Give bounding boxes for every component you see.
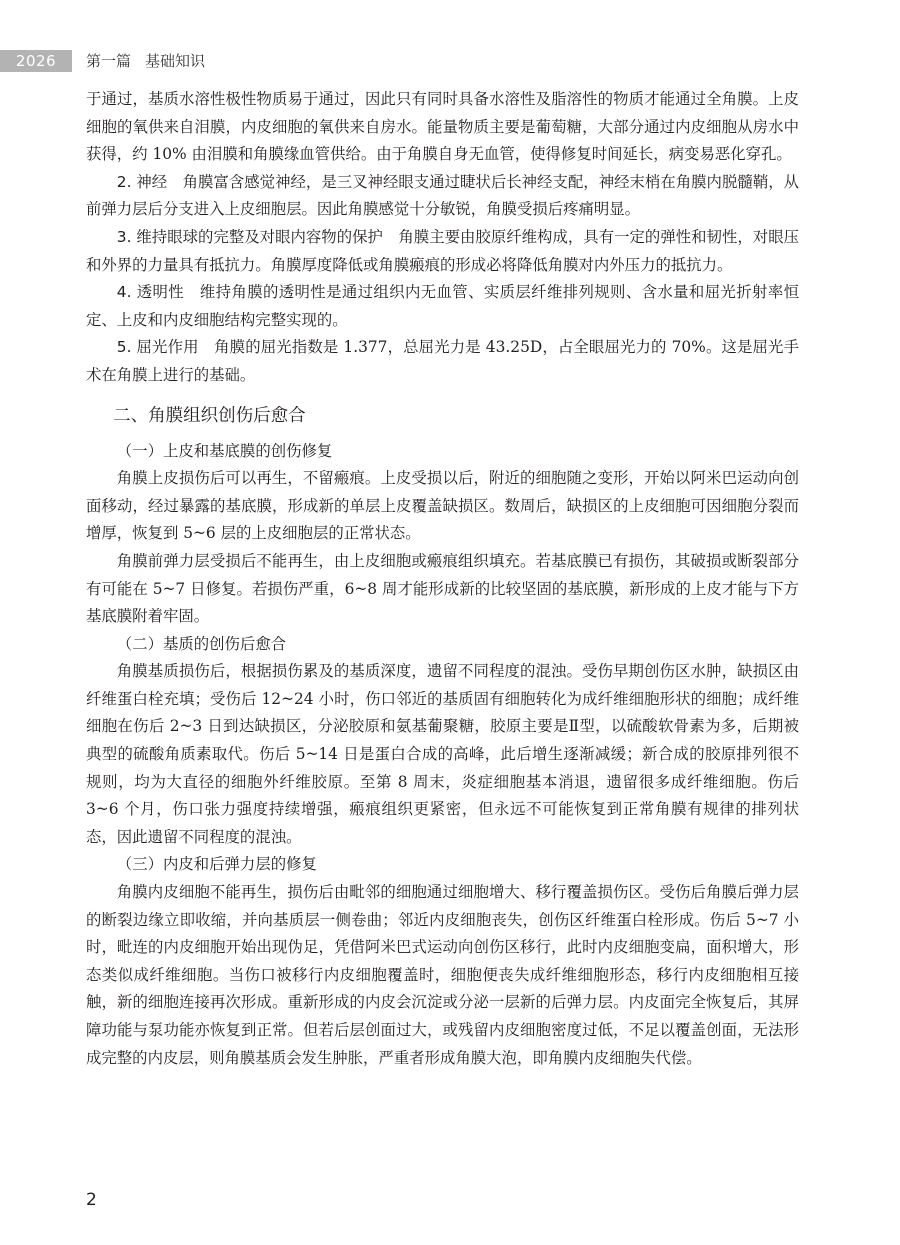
subsection-heading-endothelium: （三）内皮和后弹力层的修复 [116, 855, 317, 874]
running-title [86, 50, 205, 72]
item-label-refraction: 5. 屈光作用 [116, 338, 199, 357]
item-label-nerve: 2. 神经 [116, 172, 168, 191]
year-badge: 2026 [0, 50, 72, 72]
paragraph-endothelium-repair: 角膜内皮细胞不能再生，损伤后由毗邻的细胞通过细胞增大、移行覆盖损伤区。受伤后角膜后弹力层的断裂边缘立即收缩，并向基质层一侧卷曲；邻近内皮细胞丧失，创伤区纤维蛋白栓形成。伤后 5~7 小时，毗连的内皮细胞开始出现伪足，凭借阿米巴式运动向创伤区移行，此时内皮细胞变扁，面积增大，形态类似成纤维细胞。当伤口被移行内皮细胞覆盖时，细胞便丧失成纤维细胞形态，移行内皮细胞相互接触，新的细胞连接再次形成。重新形成的内皮会沉淀或分泌一层新的后弹力层。内皮面完全恢复后，其屏障功能与泵功能亦恢复到正常。但若后层创面过大，或残留内皮细胞密度过低，不足以覆盖创面，无法形成完整的内皮层，则角膜基质会发生肿胀，严重者形成角膜大泡，即角膜内皮细胞失代偿。 [86, 883, 799, 1067]
paragraph-refraction [86, 334, 799, 389]
subsection-heading-epithelium: （一）上皮和基底膜的创伤修复 [116, 441, 333, 460]
paragraph-continued: 于通过，基质水溶性极性物质易于通过，因此只有同时具备水溶性及脂溶性的物质才能通过全角膜。上皮细胞的氧供来自泪膜，内皮细胞的氧供来自房水。能量物质主要是葡萄糖，大部分通过内皮细胞从房水中获得，约 10% 由泪膜和角膜缘血管供给。由于角膜自身无血管，使得修复时间延长，病变易恶化穿孔。 [86, 90, 799, 164]
item-label-protection: 3. 维持眼球的完整及对眼内容物的保护 [116, 227, 383, 246]
paragraph-epithelium-repair: 角膜上皮损伤后可以再生，不留瘢痕。上皮受损以后，附近的细胞随之变形，开始以阿米巴运动向创面移动，经过暴露的基底膜，形成新的单层上皮覆盖缺损区。数周后，缺损区的上皮细胞可因细胞分裂而增厚，恢复到 5~6 层的上皮细胞层的正常状态。 [86, 469, 799, 543]
page-number: 2 [86, 1190, 97, 1210]
paragraph-basement-membrane: 角膜前弹力层受损后不能再生，由上皮细胞或瘢痕组织填充。若基底膜已有损伤，其破损或断裂部分有可能在 5~7 日修复。若损伤严重，6~8 周才能形成新的比较坚固的基底膜，新形成的上皮才能与下方基底膜附着牢固。 [86, 551, 799, 626]
item-text-nerve: 角膜富含感觉神经，是三叉神经眼支通过睫状后长神经支配，神经末梢在角膜内脱髓鞘，从前弹力层后分支进入上皮细胞层。因此角膜感觉十分敏锐，角膜受损后疼痛明显。 [86, 172, 799, 219]
running-header [0, 50, 900, 72]
item-label-transparency: 4. 透明性 [116, 283, 185, 302]
item-text-transparency: 维持角膜的透明性是通过组织内无血管、实质层纤维排列规则、含水量和屈光折射率恒定、上皮和内皮细胞结构完整实现的。 [86, 283, 799, 329]
item-text-refraction: 角膜的屈光指数是 1.377，总屈光力是 43.25D，占全眼屈光力的 70%。这是屈光手术在角膜上进行的基础。 [86, 338, 799, 384]
section-heading: 二、角膜组织创伤后愈合 [113, 405, 306, 426]
paragraph-stroma-healing: 角膜基质损伤后，根据损伤累及的基质深度，遗留不同程度的混浊。受伤早期创伤区水肿，缺损区由纤维蛋白栓充填；受伤后 12~24 小时，伤口邻近的基质固有细胞转化为成纤维细胞形状的细胞；成纤维细胞在伤后 2~3 日到达缺损区，分泌胶原和氨基葡聚糖，胶原主要是Ⅱ型，以硫酸软骨素为多，后期被典型的硫酸角质素取代。伤后 5~14 日是蛋白合成的高峰，此后增生逐渐减缓；新合成的胶原排列很不规则，均为大直径的细胞外纤维胶原。至第 8 周末，炎症细胞基本消退，遗留很多成纤维细胞。伤后 3~6 个月，伤口张力强度持续增强，瘢痕组织更紧密，但永远不可能恢复到正常角膜有规律的排列状态，因此遗留不同程度的混浊。 [86, 662, 799, 846]
body-text [86, 86, 799, 1072]
paragraph-transparency [86, 279, 799, 334]
part-number: 第一篇 [86, 52, 132, 70]
paragraph-protection [86, 224, 799, 279]
part-title: 基础知识 [145, 52, 206, 70]
paragraph-nerve [86, 169, 799, 224]
item-text-protection: 角膜主要由胶原纤维构成，具有一定的弹性和韧性，对眼压和外界的力量具有抵抗力。角膜厚度降低或角膜瘢痕的形成必将降低角膜对内外压力的抵抗力。 [86, 227, 799, 274]
subsection-heading-stroma: （二）基质的创伤后愈合 [116, 634, 287, 653]
